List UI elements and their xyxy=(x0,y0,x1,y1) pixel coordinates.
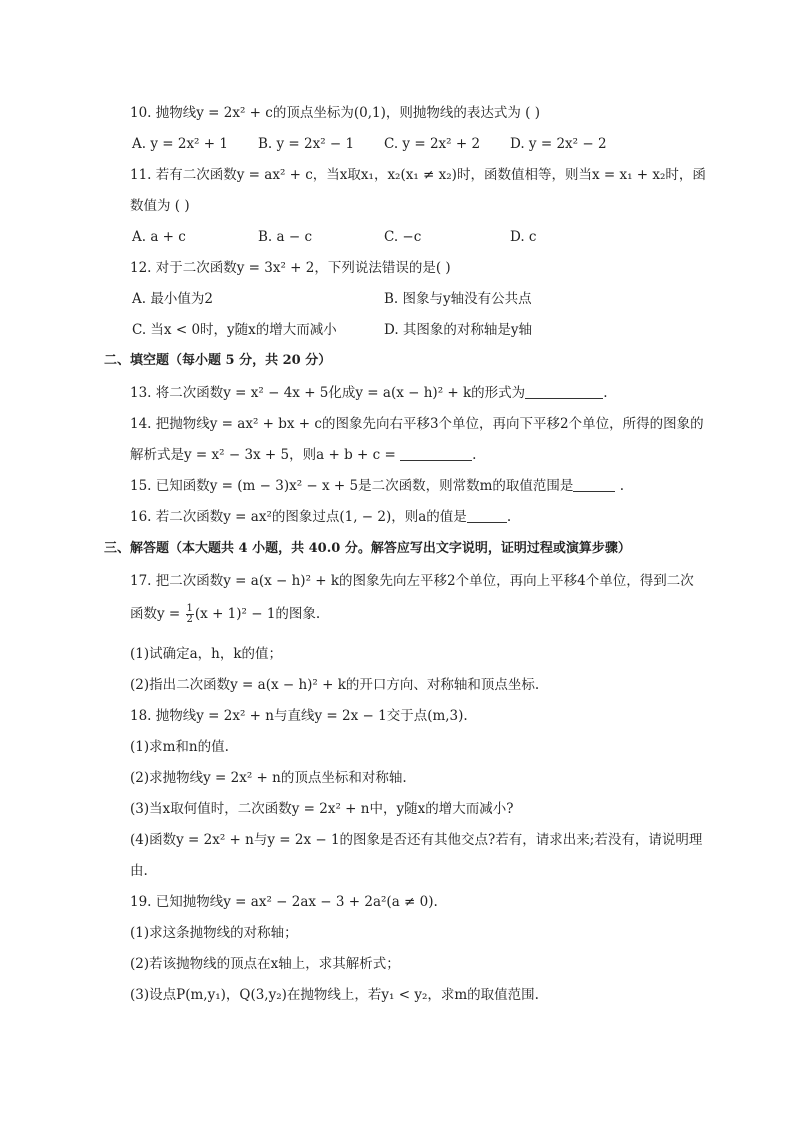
section-answer-label: 三、解答题 xyxy=(104,541,170,556)
q14-stem-line2 xyxy=(130,445,476,465)
q17-stem-line2 xyxy=(130,604,320,625)
q17-fraction xyxy=(186,604,194,625)
q17-fraction-numerator: 1 xyxy=(186,603,193,614)
q10-option-b: B. y = 2x² − 1 xyxy=(258,136,355,152)
section-fill-in-heading xyxy=(104,351,331,371)
q18-part4-line1: (4)函数y = 2x² + n与y = 2x − 1的图象是否还有其他交点?若有，请求出来;若没有，请说明理 xyxy=(130,832,703,848)
q15-end: . xyxy=(615,478,625,494)
q17-part1: (1)试确定a，h，k的值； xyxy=(130,646,283,662)
q14-answer-blank[interactable] xyxy=(400,446,472,461)
q17-text-pre: 函数y = xyxy=(130,606,185,622)
q18-stem: 18. 抛物线y = 2x² + n与直线y = 2x − 1交于点(m,3). xyxy=(130,708,468,724)
section-answer-heading xyxy=(104,539,631,559)
q12-option-b: B. 图象与y轴没有公共点 xyxy=(384,291,532,307)
q13-end: . xyxy=(603,385,608,401)
q12-option-a: A. 最小值为2 xyxy=(132,291,213,307)
q17-stem-line1: 17. 把二次函数y = a(x − h)² + k的图象先向左平移2个单位，再向上平移4个单位，得到二次 xyxy=(130,573,694,589)
q18-part2: (2)求抛物线y = 2x² + n的顶点坐标和对称轴. xyxy=(130,770,407,786)
q11-option-c: C. −c xyxy=(384,229,422,245)
q11-stem-line1: 11. 若有二次函数y = ax² + c，当x取x₁，x₂(x₁ ≠ x₂)时，函数值相等，则当x = x₁ + x₂时，函 xyxy=(130,167,706,183)
q14-stem-line1: 14. 把抛物线y = ax² + bx + c的图象先向右平移3个单位，再向下平移2个单位，所得的图象的 xyxy=(130,416,704,432)
q10-option-d: D. y = 2x² − 2 xyxy=(510,136,607,152)
section-fill-in-label: 二、填空题 xyxy=(104,353,170,368)
q17-text-post: (x + 1)² − 1的图象. xyxy=(194,606,321,622)
q15-answer-blank[interactable] xyxy=(573,477,615,492)
q10-option-c: C. y = 2x² + 2 xyxy=(384,136,481,152)
q19-part1: (1)求这条抛物线的对称轴； xyxy=(130,925,298,941)
q19-part3: (3)设点P(m,y₁)，Q(3,y₂)在抛物线上，若y₁ < y₂，求m的取值范围. xyxy=(130,987,539,1003)
q18-part4-line2: 由. xyxy=(130,863,148,879)
section-fill-in-note: （每小题 5 分，共 20 分） xyxy=(169,353,332,368)
q18-part1: (1)求m和n的值. xyxy=(130,739,229,755)
q17-part2: (2)指出二次函数y = a(x − h)² + k的开口方向、对称轴和顶点坐标. xyxy=(130,677,540,693)
q11-option-d: D. c xyxy=(510,229,537,245)
q14-end: . xyxy=(472,447,477,463)
q13-stem xyxy=(130,383,607,403)
q11-stem-line2: 数值为 ( ) xyxy=(130,198,190,214)
q10-stem: 10. 抛物线y = 2x² + c的顶点坐标为(0,1)，则抛物线的表达式为 ( ) xyxy=(130,105,540,121)
q11-option-b: B. a − c xyxy=(258,229,313,245)
q14-text: 解析式是y = x² − 3x + 5，则a + b + c = xyxy=(130,447,401,463)
q16-stem xyxy=(130,507,511,527)
q17-fraction-denominator: 2 xyxy=(186,614,193,625)
q12-option-c: C. 当x < 0时，y随x的增大而减小 xyxy=(132,322,337,338)
q12-option-d: D. 其图象的对称轴是y轴 xyxy=(384,322,533,338)
q16-answer-blank[interactable] xyxy=(467,508,507,523)
q19-part2: (2)若该抛物线的顶点在x轴上，求其解析式； xyxy=(130,956,400,972)
q18-part3: (3)当x取何值时，二次函数y = 2x² + n中，y随x的增大而减小? xyxy=(130,801,514,817)
q13-text: 13. 将二次函数y = x² − 4x + 5化成y = a(x − h)² + k的形式为 xyxy=(130,385,526,401)
q19-stem: 19. 已知抛物线y = ax² − 2ax − 3 + 2a²(a ≠ 0). xyxy=(130,894,438,910)
q15-stem xyxy=(130,476,624,496)
section-answer-note: （本大题共 4 小题，共 40.0 分。解答应写出文字说明，证明过程或演算步骤） xyxy=(169,541,631,556)
q10-option-a: A. y = 2x² + 1 xyxy=(132,136,228,152)
q16-end: . xyxy=(506,509,512,525)
q11-option-a: A. a + c xyxy=(132,229,186,245)
q12-stem: 12. 对于二次函数y = 3x² + 2，下列说法错误的是( ) xyxy=(130,260,451,276)
q16-text: 16. 若二次函数y = ax²的图象过点(1, − 2)，则a的值是 xyxy=(130,509,467,525)
q13-answer-blank[interactable] xyxy=(525,384,603,399)
q15-text: 15. 已知函数y = (m − 3)x² − x + 5是二次函数，则常数m的取值范围是 xyxy=(130,478,574,494)
